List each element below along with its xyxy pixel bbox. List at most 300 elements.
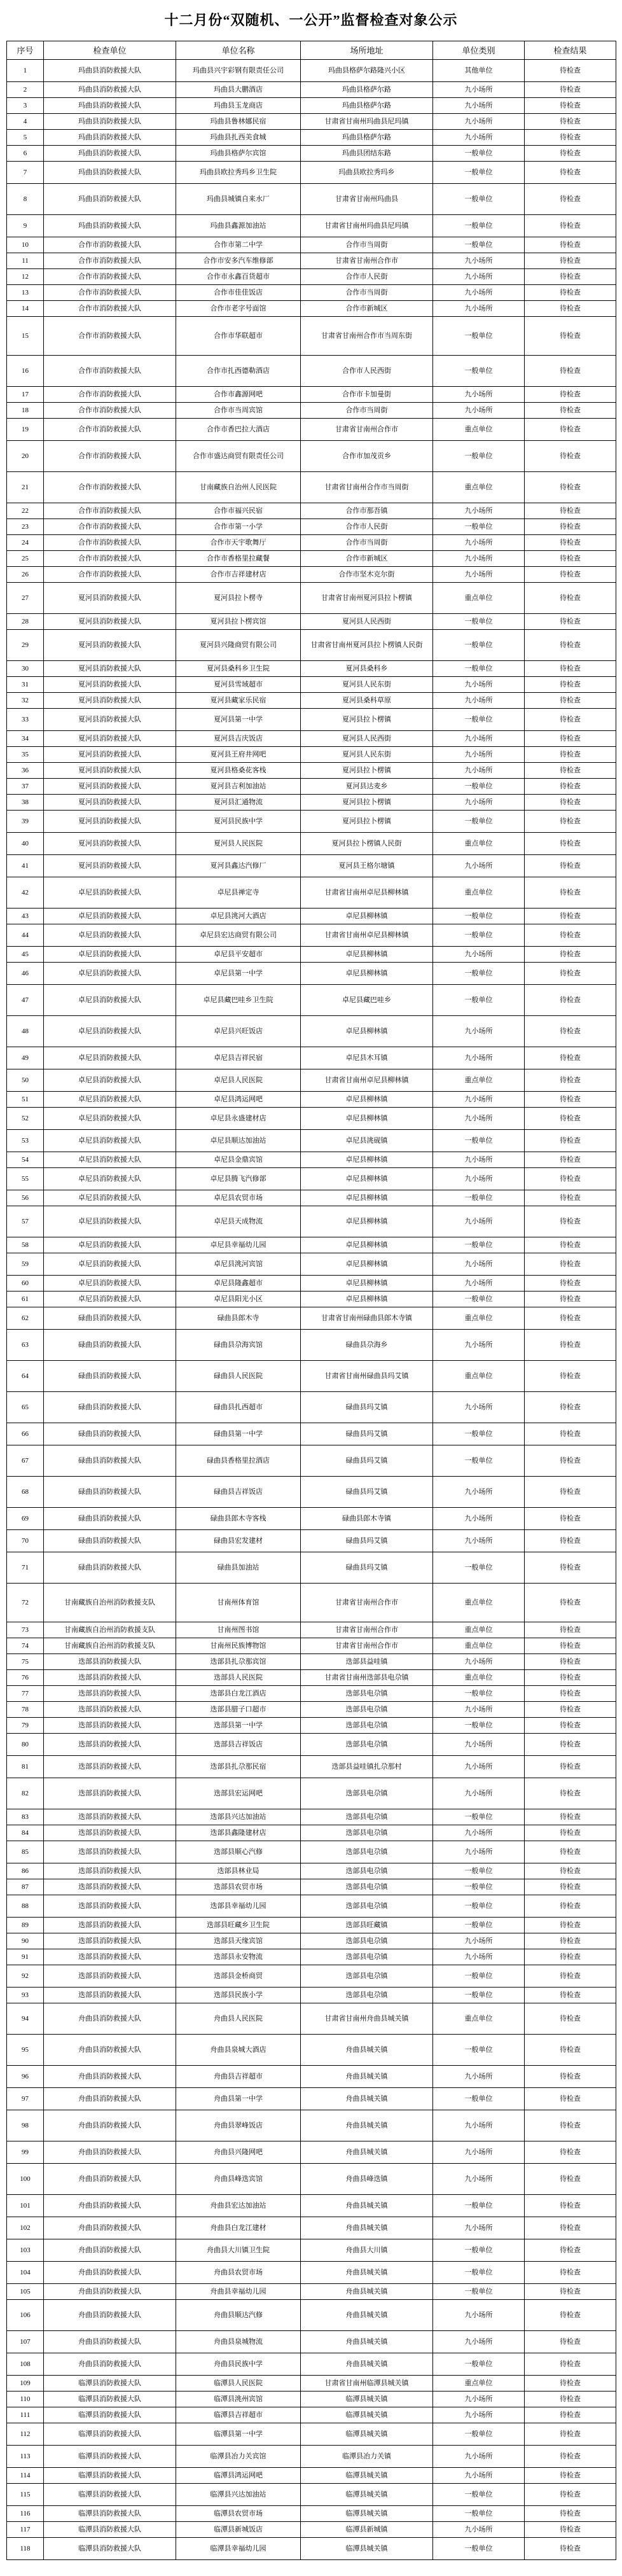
cell-index: 4 bbox=[7, 114, 44, 130]
cell-result: 待检查 bbox=[525, 2284, 616, 2300]
cell-address: 合作市人民西街 bbox=[301, 356, 433, 387]
cell-result: 待检查 bbox=[525, 1530, 616, 1552]
cell-inspecting-unit: 合作市消防救援大队 bbox=[44, 317, 176, 356]
cell-inspecting-unit: 卓尼县消防救援大队 bbox=[44, 963, 176, 985]
cell-index: 118 bbox=[7, 2538, 44, 2560]
cell-inspecting-unit: 舟曲县消防救援大队 bbox=[44, 2353, 176, 2376]
cell-inspecting-unit: 迭部县消防救援大队 bbox=[44, 1841, 176, 1863]
cell-index: 101 bbox=[7, 2195, 44, 2217]
cell-index: 70 bbox=[7, 1530, 44, 1552]
cell-unit-category: 一般单位 bbox=[433, 2506, 525, 2522]
cell-unit-name: 合作市香格里拉藏餐 bbox=[176, 551, 301, 567]
cell-result: 待检查 bbox=[525, 811, 616, 833]
cell-index: 111 bbox=[7, 2407, 44, 2423]
cell-index: 65 bbox=[7, 1392, 44, 1423]
table-row bbox=[7, 630, 616, 661]
table-row bbox=[7, 985, 616, 1016]
cell-address: 临潭县冶力关镇 bbox=[301, 2446, 433, 2468]
cell-inspecting-unit: 夏河县消防救援大队 bbox=[44, 677, 176, 693]
cell-inspecting-unit: 夏河县消防救援大队 bbox=[44, 693, 176, 709]
cell-inspecting-unit: 卓尼县消防救援大队 bbox=[44, 1016, 176, 1047]
cell-inspecting-unit: 迭部县消防救援大队 bbox=[44, 1879, 176, 1895]
cell-unit-category: 九小场所 bbox=[433, 301, 525, 317]
cell-index: 5 bbox=[7, 130, 44, 146]
cell-unit-name: 舟曲县农贸市场 bbox=[176, 2262, 301, 2284]
page-title: 十二月份“双随机、一公开”监督检查对象公示 bbox=[164, 12, 458, 28]
table-row bbox=[7, 1392, 616, 1423]
cell-result: 待检查 bbox=[525, 1190, 616, 1206]
cell-result: 待检查 bbox=[525, 731, 616, 747]
table-row bbox=[7, 1477, 616, 1508]
table-row bbox=[7, 2066, 616, 2088]
cell-unit-name: 玛曲县欧拉秀玛乡卫生院 bbox=[176, 162, 301, 184]
cell-address: 迭部县电尕镇 bbox=[301, 1778, 433, 1809]
cell-unit-category: 重点单位 bbox=[433, 2003, 525, 2035]
table-row bbox=[7, 877, 616, 909]
cell-address: 临潭县城关镇 bbox=[301, 2423, 433, 2446]
cell-result: 待检查 bbox=[525, 215, 616, 237]
cell-address: 甘肃省甘南州合作市当周街 bbox=[301, 472, 433, 503]
cell-index: 43 bbox=[7, 909, 44, 924]
cell-unit-name: 玛曲县城镇自来水厂 bbox=[176, 184, 301, 215]
cell-inspecting-unit: 夏河县消防救援大队 bbox=[44, 763, 176, 779]
cell-unit-category: 九小场所 bbox=[433, 1152, 525, 1168]
cell-address: 甘肃省甘南州合作市 bbox=[301, 419, 433, 441]
cell-result: 待检查 bbox=[525, 985, 616, 1016]
cell-unit-name: 舟曲县第一中学 bbox=[176, 2088, 301, 2110]
cell-unit-category: 一般单位 bbox=[433, 519, 525, 535]
cell-inspecting-unit: 卓尼县消防救援大队 bbox=[44, 1069, 176, 1092]
cell-unit-name: 卓尼县宏达商贸有限公司 bbox=[176, 924, 301, 947]
cell-unit-name: 夏河县吉利加油站 bbox=[176, 779, 301, 795]
table-row bbox=[7, 2446, 616, 2468]
cell-unit-name: 卓尼县幸福幼儿园 bbox=[176, 1237, 301, 1253]
cell-inspecting-unit: 合作市消防救援大队 bbox=[44, 567, 176, 583]
cell-result: 待检查 bbox=[525, 1445, 616, 1477]
cell-result: 待检查 bbox=[525, 1702, 616, 1718]
cell-unit-category: 重点单位 bbox=[433, 877, 525, 909]
cell-index: 87 bbox=[7, 1879, 44, 1895]
cell-result: 待检查 bbox=[525, 1168, 616, 1190]
cell-unit-name: 合作市福兴民宿 bbox=[176, 503, 301, 519]
cell-inspecting-unit: 卓尼县消防救援大队 bbox=[44, 1108, 176, 1130]
table-row bbox=[7, 924, 616, 947]
cell-address: 碌曲县玛艾镇 bbox=[301, 1530, 433, 1552]
cell-unit-name: 迭部县顺心汽修 bbox=[176, 1841, 301, 1863]
cell-result: 待检查 bbox=[525, 1918, 616, 1933]
cell-unit-name: 迭部县宏运网吧 bbox=[176, 1778, 301, 1809]
cell-unit-name: 卓尼县隆鑫超市 bbox=[176, 1276, 301, 1291]
cell-index: 46 bbox=[7, 963, 44, 985]
cell-index: 99 bbox=[7, 2141, 44, 2164]
cell-address: 舟曲县城关镇 bbox=[301, 2110, 433, 2141]
cell-unit-name: 玛曲县格萨尔宾馆 bbox=[176, 146, 301, 162]
cell-unit-name: 合作市第一小学 bbox=[176, 519, 301, 535]
header-inspecting-unit: 检查单位 bbox=[44, 41, 176, 60]
cell-index: 52 bbox=[7, 1108, 44, 1130]
table-row bbox=[7, 2300, 616, 2331]
cell-result: 待检查 bbox=[525, 2522, 616, 2538]
table-row bbox=[7, 2035, 616, 2066]
cell-unit-name: 舟曲县白龙江建材 bbox=[176, 2217, 301, 2239]
cell-unit-name: 夏河县吉庆饭店 bbox=[176, 731, 301, 747]
cell-inspecting-unit: 合作市消防救援大队 bbox=[44, 535, 176, 551]
table-row bbox=[7, 855, 616, 877]
cell-result: 待检查 bbox=[525, 1584, 616, 1622]
cell-unit-category: 九小场所 bbox=[433, 1108, 525, 1130]
cell-unit-category: 九小场所 bbox=[433, 285, 525, 301]
cell-inspecting-unit: 卓尼县消防救援大队 bbox=[44, 1152, 176, 1168]
cell-index: 62 bbox=[7, 1307, 44, 1330]
cell-index: 18 bbox=[7, 403, 44, 419]
cell-unit-category: 九小场所 bbox=[433, 1392, 525, 1423]
table-row bbox=[7, 1206, 616, 1237]
cell-index: 76 bbox=[7, 1670, 44, 1686]
cell-unit-name: 碌曲县郎木寺 bbox=[176, 1307, 301, 1330]
cell-unit-category: 九小场所 bbox=[433, 1047, 525, 1069]
cell-address: 甘肃省甘南州合作市 bbox=[301, 1622, 433, 1638]
cell-unit-category: 九小场所 bbox=[433, 503, 525, 519]
cell-index: 89 bbox=[7, 1918, 44, 1933]
cell-address: 迭部县电尕镇 bbox=[301, 1809, 433, 1825]
cell-address: 临潭县新城镇 bbox=[301, 2522, 433, 2538]
cell-unit-name: 临潭县第一中学 bbox=[176, 2423, 301, 2446]
cell-inspecting-unit: 迭部县消防救援大队 bbox=[44, 1949, 176, 1965]
cell-unit-category: 九小场所 bbox=[433, 1530, 525, 1552]
cell-address: 合作市当周街 bbox=[301, 237, 433, 253]
table-row bbox=[7, 253, 616, 269]
cell-result: 待检查 bbox=[525, 1933, 616, 1949]
table-row bbox=[7, 693, 616, 709]
cell-index: 17 bbox=[7, 387, 44, 403]
cell-inspecting-unit: 夏河县消防救援大队 bbox=[44, 583, 176, 614]
cell-unit-name: 迭部县第一中学 bbox=[176, 1718, 301, 1734]
table-row bbox=[7, 1508, 616, 1530]
cell-index: 1 bbox=[7, 60, 44, 82]
cell-inspecting-unit: 合作市消防救援大队 bbox=[44, 519, 176, 535]
table-row bbox=[7, 2392, 616, 2407]
cell-unit-name: 舟曲县吉祥超市 bbox=[176, 2066, 301, 2088]
cell-inspecting-unit: 卓尼县消防救援大队 bbox=[44, 1168, 176, 1190]
table-row bbox=[7, 1654, 616, 1670]
table-row bbox=[7, 2423, 616, 2446]
cell-inspecting-unit: 玛曲县消防救援大队 bbox=[44, 60, 176, 82]
cell-result: 待检查 bbox=[525, 567, 616, 583]
cell-unit-name: 夏河县人民医院 bbox=[176, 833, 301, 855]
cell-index: 51 bbox=[7, 1092, 44, 1108]
cell-inspecting-unit: 迭部县消防救援大队 bbox=[44, 1809, 176, 1825]
cell-index: 49 bbox=[7, 1047, 44, 1069]
cell-result: 待检查 bbox=[525, 2407, 616, 2423]
cell-result: 待检查 bbox=[525, 877, 616, 909]
cell-unit-category: 一般单位 bbox=[433, 2239, 525, 2262]
cell-address: 玛曲县格萨尔路 bbox=[301, 82, 433, 98]
cell-inspecting-unit: 临潭县消防救援大队 bbox=[44, 2468, 176, 2484]
table-row bbox=[7, 60, 616, 82]
cell-result: 待检查 bbox=[525, 82, 616, 98]
table-row bbox=[7, 1825, 616, 1841]
cell-index: 75 bbox=[7, 1654, 44, 1670]
cell-unit-category: 一般单位 bbox=[433, 1237, 525, 1253]
cell-unit-name: 迭部县幸福幼儿园 bbox=[176, 1895, 301, 1918]
cell-result: 待检查 bbox=[525, 519, 616, 535]
cell-address: 甘肃省甘南州玛曲县尼玛镇 bbox=[301, 114, 433, 130]
cell-unit-category: 九小场所 bbox=[433, 677, 525, 693]
table-row bbox=[7, 1530, 616, 1552]
cell-unit-category: 九小场所 bbox=[433, 269, 525, 285]
cell-index: 116 bbox=[7, 2506, 44, 2522]
cell-index: 21 bbox=[7, 472, 44, 503]
table-row bbox=[7, 503, 616, 519]
cell-unit-category: 一般单位 bbox=[433, 630, 525, 661]
cell-unit-name: 舟曲县兴隆网吧 bbox=[176, 2141, 301, 2164]
cell-unit-category: 九小场所 bbox=[433, 855, 525, 877]
cell-inspecting-unit: 合作市消防救援大队 bbox=[44, 403, 176, 419]
cell-inspecting-unit: 玛曲县消防救援大队 bbox=[44, 98, 176, 114]
cell-inspecting-unit: 碌曲县消防救援大队 bbox=[44, 1445, 176, 1477]
cell-unit-category: 一般单位 bbox=[433, 1718, 525, 1734]
cell-unit-category: 九小场所 bbox=[433, 403, 525, 419]
table-row bbox=[7, 1276, 616, 1291]
cell-result: 待检查 bbox=[525, 419, 616, 441]
cell-unit-category: 一般单位 bbox=[433, 1552, 525, 1584]
cell-address: 甘肃省甘南州舟曲县城关镇 bbox=[301, 2003, 433, 2035]
table-row bbox=[7, 614, 616, 630]
cell-result: 待检查 bbox=[525, 301, 616, 317]
cell-address: 碌曲县玛艾镇 bbox=[301, 1477, 433, 1508]
cell-unit-category: 九小场所 bbox=[433, 2446, 525, 2468]
cell-inspecting-unit: 合作市消防救援大队 bbox=[44, 237, 176, 253]
cell-inspecting-unit: 碌曲县消防救援大队 bbox=[44, 1508, 176, 1530]
cell-index: 100 bbox=[7, 2164, 44, 2195]
cell-unit-category: 一般单位 bbox=[433, 985, 525, 1016]
cell-address: 甘肃省甘南州卓尼县柳林镇 bbox=[301, 924, 433, 947]
table-row bbox=[7, 2506, 616, 2522]
cell-index: 115 bbox=[7, 2484, 44, 2506]
table-row bbox=[7, 1895, 616, 1918]
cell-address: 迭部县益哇镇 bbox=[301, 1654, 433, 1670]
cell-index: 108 bbox=[7, 2353, 44, 2376]
cell-index: 74 bbox=[7, 1638, 44, 1654]
cell-result: 待检查 bbox=[525, 1069, 616, 1092]
cell-inspecting-unit: 卓尼县消防救援大队 bbox=[44, 1190, 176, 1206]
table-row bbox=[7, 1841, 616, 1863]
cell-unit-name: 迭部县白龙江酒店 bbox=[176, 1686, 301, 1702]
cell-address: 甘肃省甘南州玛曲县尼玛镇 bbox=[301, 215, 433, 237]
cell-index: 82 bbox=[7, 1778, 44, 1809]
cell-index: 64 bbox=[7, 1361, 44, 1392]
cell-result: 待检查 bbox=[525, 614, 616, 630]
table-row bbox=[7, 1778, 616, 1809]
cell-address: 夏河县王格尔塘镇 bbox=[301, 855, 433, 877]
cell-inspecting-unit: 迭部县消防救援大队 bbox=[44, 1918, 176, 1933]
cell-inspecting-unit: 夏河县消防救援大队 bbox=[44, 747, 176, 763]
cell-inspecting-unit: 舟曲县消防救援大队 bbox=[44, 2262, 176, 2284]
cell-index: 9 bbox=[7, 215, 44, 237]
cell-inspecting-unit: 迭部县消防救援大队 bbox=[44, 1702, 176, 1718]
cell-result: 待检查 bbox=[525, 630, 616, 661]
cell-index: 95 bbox=[7, 2035, 44, 2066]
table-row bbox=[7, 1330, 616, 1361]
cell-unit-category: 九小场所 bbox=[433, 1168, 525, 1190]
table-row bbox=[7, 2468, 616, 2484]
cell-result: 待检查 bbox=[525, 1307, 616, 1330]
cell-result: 待检查 bbox=[525, 1756, 616, 1778]
cell-unit-name: 玛曲县扎西美食城 bbox=[176, 130, 301, 146]
cell-inspecting-unit: 临潭县消防救援大队 bbox=[44, 2446, 176, 2468]
cell-inspecting-unit: 玛曲县消防救援大队 bbox=[44, 146, 176, 162]
cell-unit-name: 夏河县第一中学 bbox=[176, 709, 301, 731]
cell-unit-category: 九小场所 bbox=[433, 2141, 525, 2164]
cell-inspecting-unit: 迭部县消防救援大队 bbox=[44, 1718, 176, 1734]
cell-address: 舟曲县城关镇 bbox=[301, 2141, 433, 2164]
cell-unit-category: 一般单位 bbox=[433, 709, 525, 731]
cell-result: 待检查 bbox=[525, 1047, 616, 1069]
cell-unit-category: 九小场所 bbox=[433, 1508, 525, 1530]
cell-unit-category: 九小场所 bbox=[433, 2392, 525, 2407]
cell-inspecting-unit: 迭部县消防救援大队 bbox=[44, 1895, 176, 1918]
cell-address: 临潭县城关镇 bbox=[301, 2407, 433, 2423]
cell-unit-name: 临潭县兴达加油站 bbox=[176, 2484, 301, 2506]
cell-unit-category: 重点单位 bbox=[433, 1622, 525, 1638]
cell-index: 34 bbox=[7, 731, 44, 747]
table-row bbox=[7, 1152, 616, 1168]
cell-inspecting-unit: 夏河县消防救援大队 bbox=[44, 709, 176, 731]
cell-address: 卓尼县柳林镇 bbox=[301, 1237, 433, 1253]
cell-address: 夏河县人民东街 bbox=[301, 677, 433, 693]
cell-result: 待检查 bbox=[525, 130, 616, 146]
cell-unit-name: 夏河县民族中学 bbox=[176, 811, 301, 833]
cell-index: 94 bbox=[7, 2003, 44, 2035]
cell-inspecting-unit: 夏河县消防救援大队 bbox=[44, 779, 176, 795]
cell-unit-name: 临潭县幸福幼儿园 bbox=[176, 2538, 301, 2560]
cell-address: 甘肃省甘南州临潭县城关镇 bbox=[301, 2376, 433, 2392]
table-row bbox=[7, 1445, 616, 1477]
cell-address: 卓尼县柳林镇 bbox=[301, 1276, 433, 1291]
cell-index: 31 bbox=[7, 677, 44, 693]
cell-address: 舟曲县城关镇 bbox=[301, 2262, 433, 2284]
cell-unit-name: 舟曲县泉城大酒店 bbox=[176, 2035, 301, 2066]
cell-address: 碌曲县尕海乡 bbox=[301, 1330, 433, 1361]
cell-unit-category: 九小场所 bbox=[433, 1016, 525, 1047]
cell-result: 待检查 bbox=[525, 1670, 616, 1686]
cell-unit-name: 夏河县雪域超市 bbox=[176, 677, 301, 693]
cell-index: 19 bbox=[7, 419, 44, 441]
cell-unit-name: 合作市盛达商贸有限责任公司 bbox=[176, 441, 301, 472]
cell-result: 待检查 bbox=[525, 583, 616, 614]
table-row bbox=[7, 285, 616, 301]
cell-address: 合作市人民街 bbox=[301, 269, 433, 285]
cell-index: 88 bbox=[7, 1895, 44, 1918]
cell-index: 105 bbox=[7, 2284, 44, 2300]
cell-index: 107 bbox=[7, 2331, 44, 2353]
cell-inspecting-unit: 合作市消防救援大队 bbox=[44, 253, 176, 269]
cell-inspecting-unit: 碌曲县消防救援大队 bbox=[44, 1530, 176, 1552]
cell-unit-category: 九小场所 bbox=[433, 795, 525, 811]
cell-unit-category: 一般单位 bbox=[433, 146, 525, 162]
cell-unit-name: 舟曲县泉城物流 bbox=[176, 2331, 301, 2353]
cell-address: 临潭县城关镇 bbox=[301, 2468, 433, 2484]
cell-index: 61 bbox=[7, 1291, 44, 1307]
cell-inspecting-unit: 舟曲县消防救援大队 bbox=[44, 2195, 176, 2217]
table-row bbox=[7, 519, 616, 535]
cell-unit-category: 一般单位 bbox=[433, 614, 525, 630]
cell-unit-category: 九小场所 bbox=[433, 2331, 525, 2353]
cell-unit-name: 卓尼县藏巴哇乡卫生院 bbox=[176, 985, 301, 1016]
table-row bbox=[7, 833, 616, 855]
cell-index: 47 bbox=[7, 985, 44, 1016]
cell-unit-name: 卓尼县顺达加油站 bbox=[176, 1130, 301, 1152]
cell-address: 夏河县拉卜楞镇 bbox=[301, 795, 433, 811]
cell-unit-name: 碌曲县加油站 bbox=[176, 1552, 301, 1584]
cell-address: 合作市人民街 bbox=[301, 519, 433, 535]
table-row bbox=[7, 551, 616, 567]
cell-unit-category: 一般单位 bbox=[433, 1423, 525, 1445]
cell-unit-name: 碌曲县郎木寺客栈 bbox=[176, 1508, 301, 1530]
table-row bbox=[7, 2110, 616, 2141]
cell-unit-name: 夏河县鑫达汽修厂 bbox=[176, 855, 301, 877]
cell-address: 碌曲县玛艾镇 bbox=[301, 1423, 433, 1445]
cell-inspecting-unit: 合作市消防救援大队 bbox=[44, 301, 176, 317]
cell-inspecting-unit: 玛曲县消防救援大队 bbox=[44, 114, 176, 130]
cell-index: 86 bbox=[7, 1863, 44, 1879]
table-row bbox=[7, 1988, 616, 2003]
cell-unit-name: 舟曲县峰迭宾馆 bbox=[176, 2164, 301, 2195]
cell-unit-category: 一般单位 bbox=[433, 2035, 525, 2066]
cell-address: 卓尼县柳林镇 bbox=[301, 1190, 433, 1206]
table-row bbox=[7, 909, 616, 924]
cell-address: 甘肃省甘南州碌曲县郎木寺镇 bbox=[301, 1307, 433, 1330]
cell-address: 迭部县益哇镇扎尕那村 bbox=[301, 1756, 433, 1778]
cell-inspecting-unit: 迭部县消防救援大队 bbox=[44, 1778, 176, 1809]
cell-unit-category: 重点单位 bbox=[433, 1307, 525, 1330]
cell-unit-category: 九小场所 bbox=[433, 1330, 525, 1361]
cell-unit-name: 卓尼县吉祥民宿 bbox=[176, 1047, 301, 1069]
cell-inspecting-unit: 卓尼县消防救援大队 bbox=[44, 877, 176, 909]
cell-unit-name: 卓尼县农贸市场 bbox=[176, 1190, 301, 1206]
cell-index: 106 bbox=[7, 2300, 44, 2331]
cell-unit-category: 一般单位 bbox=[433, 1895, 525, 1918]
cell-index: 78 bbox=[7, 1702, 44, 1718]
cell-unit-category: 一般单位 bbox=[433, 356, 525, 387]
cell-result: 待检查 bbox=[525, 387, 616, 403]
cell-unit-name: 迭部县扎尕那民宿 bbox=[176, 1756, 301, 1778]
cell-unit-name: 舟曲县幸福幼儿园 bbox=[176, 2284, 301, 2300]
cell-inspecting-unit: 玛曲县消防救援大队 bbox=[44, 82, 176, 98]
cell-address: 甘肃省甘南州迭部县电尕镇 bbox=[301, 1670, 433, 1686]
cell-address: 舟曲县城关镇 bbox=[301, 2331, 433, 2353]
cell-unit-category: 一般单位 bbox=[433, 909, 525, 924]
cell-result: 待检查 bbox=[525, 2195, 616, 2217]
table-row bbox=[7, 2284, 616, 2300]
table-row bbox=[7, 2407, 616, 2423]
table-row bbox=[7, 146, 616, 162]
header-index: 序号 bbox=[7, 41, 44, 60]
cell-index: 102 bbox=[7, 2217, 44, 2239]
cell-address: 迭部县电尕镇 bbox=[301, 1686, 433, 1702]
table-row bbox=[7, 947, 616, 963]
cell-address: 卓尼县柳林镇 bbox=[301, 1291, 433, 1307]
cell-index: 103 bbox=[7, 2239, 44, 2262]
table-row bbox=[7, 1965, 616, 1988]
table-row bbox=[7, 731, 616, 747]
cell-unit-name: 舟曲县大川镇卫生院 bbox=[176, 2239, 301, 2262]
cell-unit-category: 九小场所 bbox=[433, 2300, 525, 2331]
cell-index: 96 bbox=[7, 2066, 44, 2088]
cell-address: 夏河县拉卜楞镇 bbox=[301, 709, 433, 731]
cell-index: 83 bbox=[7, 1809, 44, 1825]
cell-unit-name: 临潭县新城饭店 bbox=[176, 2522, 301, 2538]
